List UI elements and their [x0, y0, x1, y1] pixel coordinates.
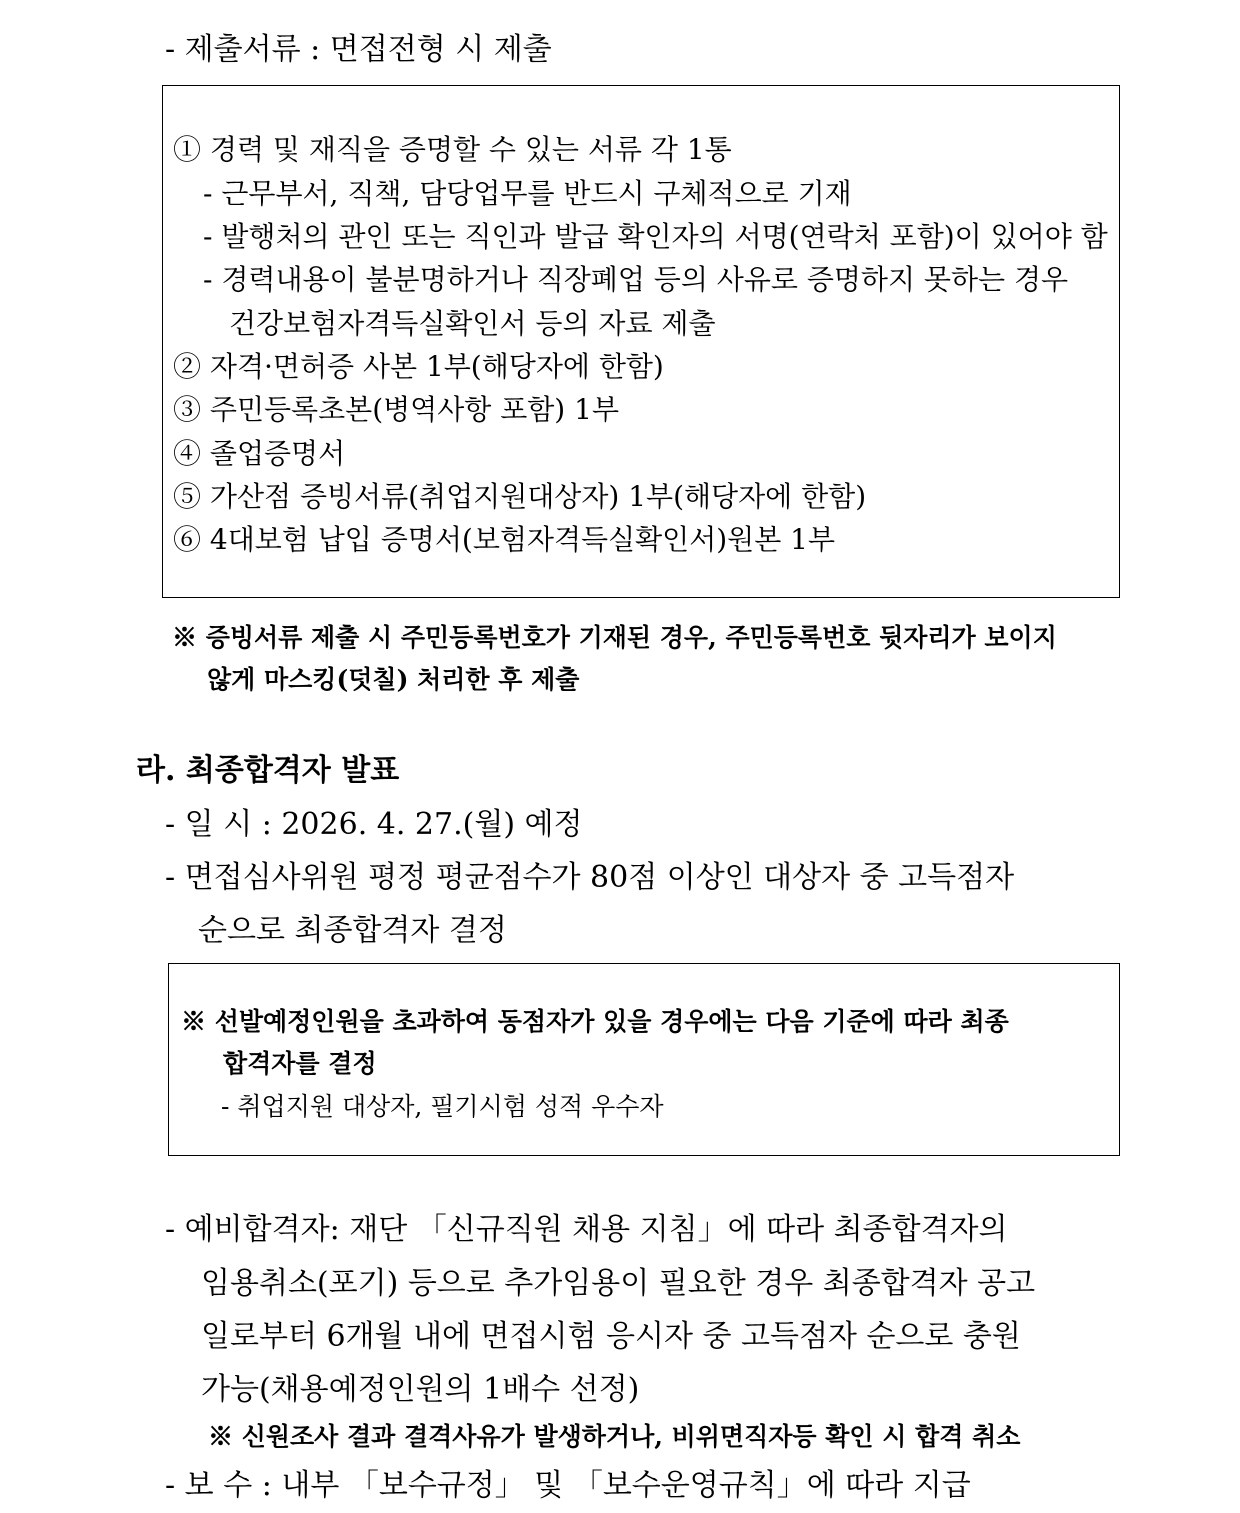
doc-item-3: ③ 주민등록초본(병역사항 포함) 1부	[173, 393, 619, 426]
doc-item-1-sub-1: - 근무부서, 직책, 담당업무를 반드시 구체적으로 기재	[203, 177, 852, 210]
doc-item-1-sub-3: - 경력내용이 불분명하거나 직장폐업 등의 사유로 증명하지 못하는 경우	[203, 263, 1069, 296]
reserve-line-4: 가능(채용예정인원의 1배수 선정)	[201, 1372, 640, 1407]
documents-box	[162, 85, 1120, 598]
background-check-note: ※ 신원조사 결과 결격사유가 발생하거나, 비위면직자등 확인 시 합격 취소	[208, 1422, 1021, 1451]
masking-note-line-1: ※ 증빙서류 제출 시 주민등록번호가 기재된 경우, 주민등록번호 뒷자리가 보이지	[172, 623, 1057, 652]
reserve-line-2: 임용취소(포기) 등으로 추가임용이 필요한 경우 최종합격자 공고	[201, 1266, 1036, 1301]
masking-note-line-2: 않게 마스킹(덧칠) 처리한 후 제출	[207, 665, 580, 694]
tie-rule-line-1: ※ 선발예정인원을 초과하여 동점자가 있을 경우에는 다음 기준에 따라 최종	[181, 1007, 1009, 1036]
selection-criteria-line-2: 순으로 최종합격자 결정	[198, 913, 507, 948]
reserve-line-3: 일로부터 6개월 내에 면접시험 응시자 중 고득점자 순으로 충원	[201, 1319, 1021, 1354]
tie-rule-box	[168, 963, 1120, 1156]
doc-item-1: ① 경력 및 재직을 증명할 수 있는 서류 각 1통	[173, 133, 732, 166]
tie-rule-criteria: - 취업지원 대상자, 필기시험 성적 우수자	[221, 1092, 664, 1121]
doc-item-1-sub-3-cont: 건강보험자격득실확인서 등의 자료 제출	[229, 307, 716, 340]
submit-docs-line: - 제출서류 : 면접전형 시 제출	[165, 32, 552, 67]
selection-criteria-line-1: - 면접심사위원 평정 평균점수가 80점 이상인 대상자 중 고득점자	[165, 860, 1015, 895]
doc-item-6: ⑥ 4대보험 납입 증명서(보험자격득실확인서)원본 1부	[173, 523, 836, 556]
announce-date: - 일 시 : 2026. 4. 27.(월) 예정	[165, 807, 583, 842]
reserve-line-1: - 예비합격자: 재단 「신규직원 채용 지침」에 따라 최종합격자의	[165, 1212, 1008, 1247]
doc-item-5: ⑤ 가산점 증빙서류(취업지원대상자) 1부(해당자에 한함)	[173, 480, 867, 513]
tie-rule-line-2: 합격자를 결정	[223, 1049, 377, 1078]
final-result-heading: 라. 최종합격자 발표	[136, 753, 400, 788]
doc-item-4: ④ 졸업증명서	[173, 437, 346, 470]
doc-item-2: ② 자격·면허증 사본 1부(해당자에 한함)	[173, 350, 664, 383]
doc-item-1-sub-2: - 발행처의 관인 또는 직인과 발급 확인자의 서명(연락처 포함)이 있어야 함	[203, 220, 1108, 253]
pay-line: - 보 수 : 내부 「보수규정」 및 「보수운영규칙」에 따라 지급	[165, 1468, 971, 1503]
